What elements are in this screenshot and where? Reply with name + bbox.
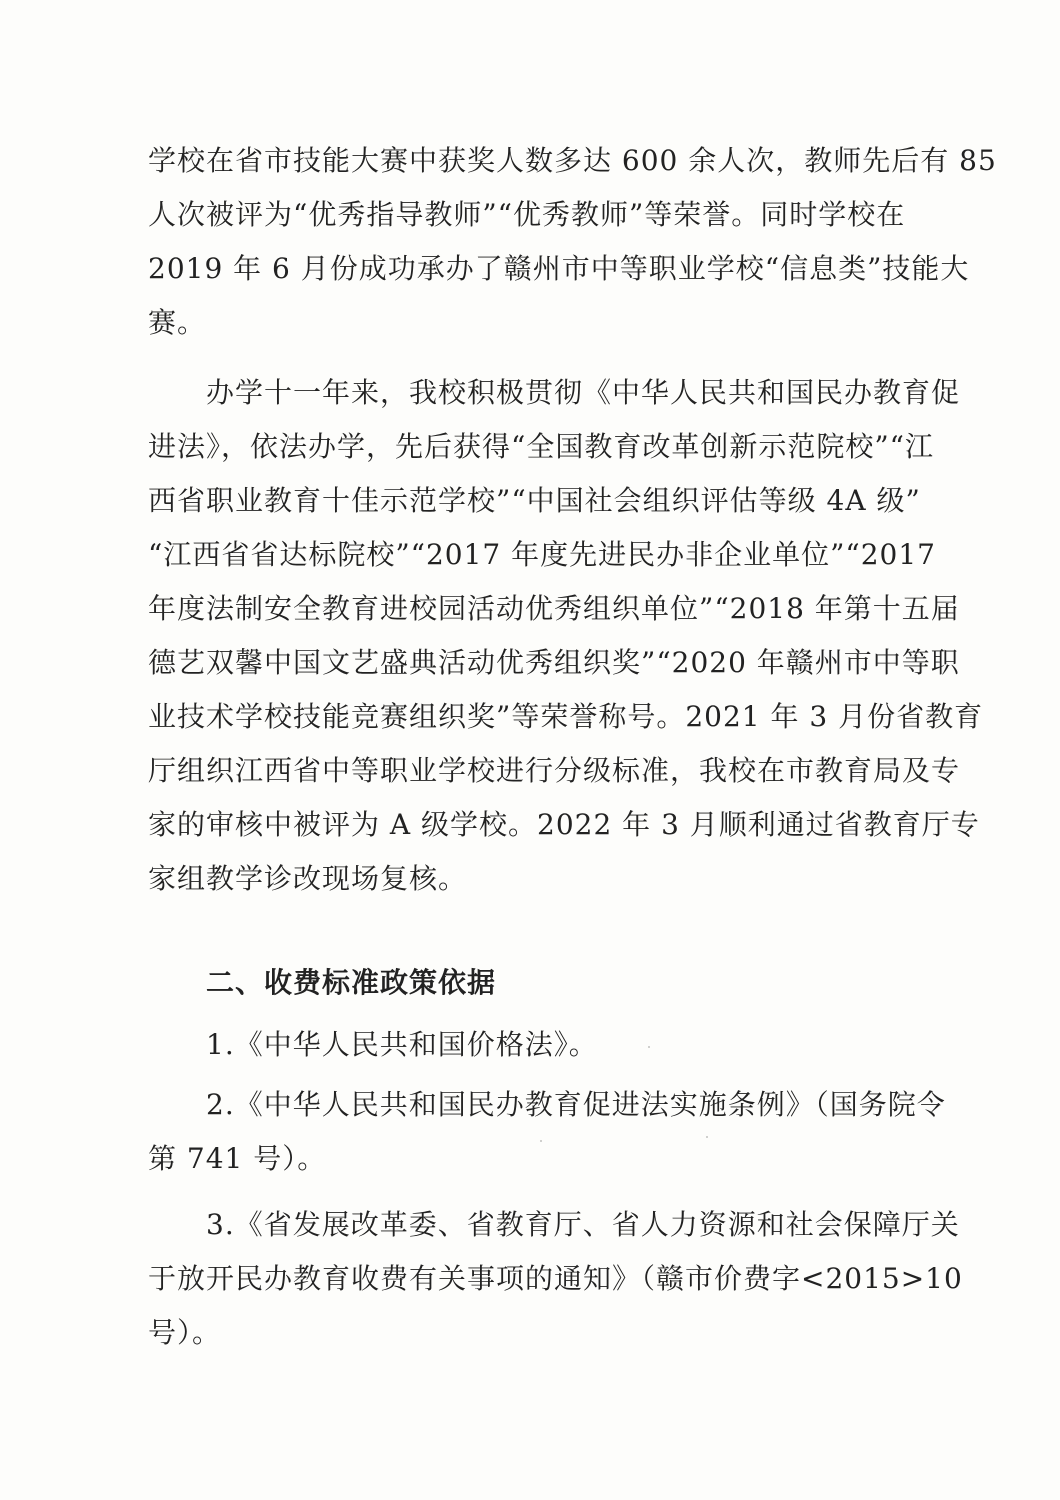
policy-item-2: [148, 1078, 946, 1186]
scan-speck: [706, 1136, 708, 1138]
text-line: 号）。: [148, 1316, 222, 1349]
paragraph-awards: [148, 134, 997, 350]
text-line: 厅组织江西省中等职业学校进行分级标准，我校在市教育局及专: [148, 754, 961, 787]
text-line: 赛。: [148, 306, 207, 339]
text-line: 德艺双馨中国文艺盛典活动优秀组织奖”“2020 年赣州市中等职: [148, 646, 960, 679]
text-line: 进法》，依法办学，先后获得“全国教育改革创新示范院校”“江: [148, 430, 934, 463]
text-line: 于放开民办教育收费有关事项的通知》（赣市价费字<2015>10: [148, 1262, 963, 1295]
scan-speck: [648, 1046, 650, 1048]
scan-speck: [540, 1140, 542, 1142]
text-line: 办学十一年来，我校积极贯彻《中华人民共和国民办教育促: [148, 376, 961, 409]
text-line: 1.《中华人民共和国价格法》。: [148, 1028, 598, 1061]
text-line: 2019 年 6 月份成功承办了赣州市中等职业学校“信息类”技能大: [148, 252, 970, 285]
section-heading: [148, 956, 888, 1010]
section-title: 二、收费标准政策依据: [148, 966, 497, 999]
text-line: 西省职业教育十佳示范学校”“中国社会组织评估等级 4A 级”: [148, 484, 921, 517]
text-line: 学校在省市技能大赛中获奖人数多达 600 余人次，教师先后有 85: [148, 144, 997, 177]
text-line: 家组教学诊改现场复核。: [148, 862, 468, 895]
text-line: 3.《省发展改革委、省教育厅、省人力资源和社会保障厅关: [148, 1208, 960, 1241]
text-line: 业技术学校技能竞赛组织奖”等荣誉称号。2021 年 3 月份省教育: [148, 700, 984, 733]
policy-item-1: [148, 1018, 888, 1072]
text-line: “江西省省达标院校”“2017 年度先进民办非企业单位”“2017: [148, 538, 936, 571]
text-line: 年度法制安全教育进校园活动优秀组织单位”“2018 年第十五届: [148, 592, 960, 625]
text-line: 第 741 号）。: [148, 1142, 327, 1175]
text-line: 2.《中华人民共和国民办教育促进法实施条例》（国务院令: [148, 1088, 946, 1121]
policy-item-3: [148, 1198, 963, 1360]
text-line: 家的审核中被评为 A 级学校。2022 年 3 月顺利通过省教育厅专: [148, 808, 980, 841]
text-line: 人次被评为“优秀指导教师”“优秀教师”等荣誉。同时学校在: [148, 198, 906, 231]
paragraph-honors: [148, 366, 984, 906]
